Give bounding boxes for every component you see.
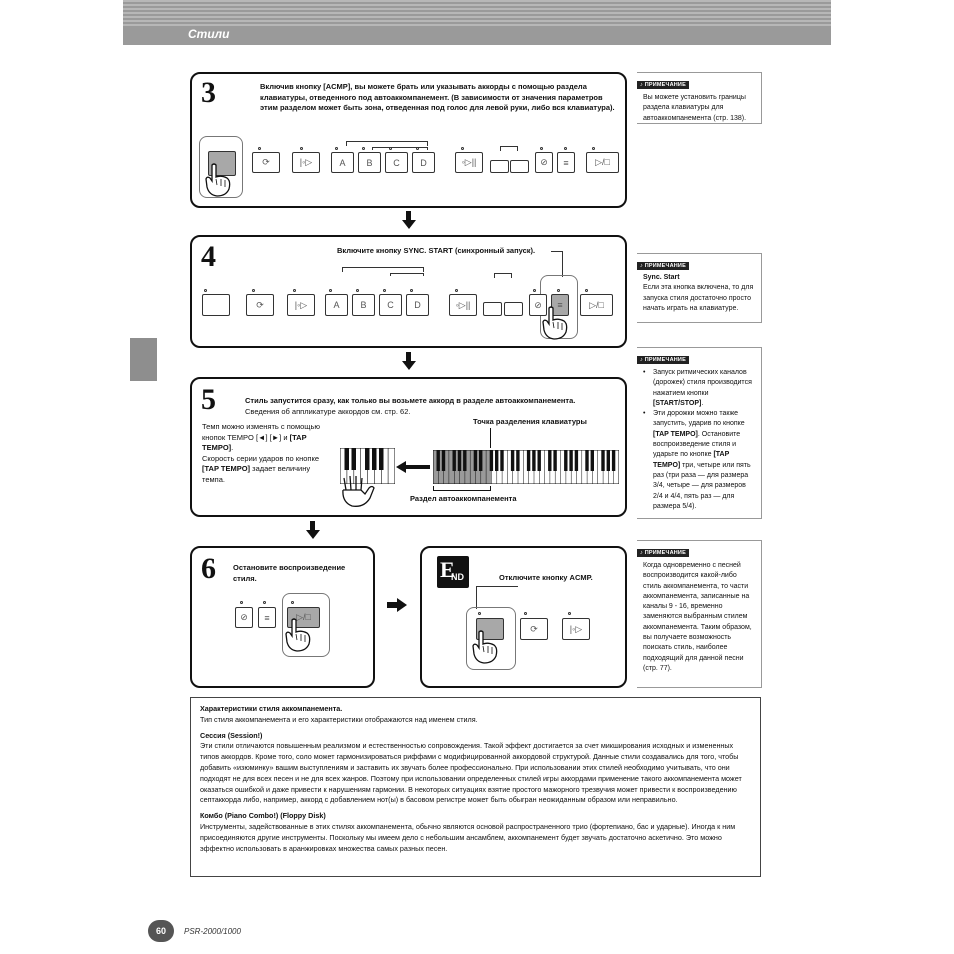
sync-stop-button[interactable]: ⊘	[535, 152, 553, 173]
led	[410, 289, 413, 292]
main-b-button[interactable]: B	[358, 152, 381, 173]
main-b-button[interactable]: B	[352, 294, 375, 316]
header-stripes	[123, 0, 831, 26]
leader-line	[476, 586, 518, 609]
pointing-hand-icon	[283, 618, 313, 657]
info-heading: Сессия (Session!)	[200, 730, 263, 740]
led	[564, 147, 567, 150]
start-stop-button[interactable]: ▷/□	[580, 294, 613, 316]
big-keyboard	[433, 450, 619, 489]
tempo-note: Темп можно изменять с помощью кнопок TEMPO [◄] [►] и [TAP TEMPO]. Скорость серии ударов по кнопке [TAP TEMPO] задает величину темпа.	[202, 422, 320, 484]
note-icon: ♪	[640, 82, 643, 88]
tempo-down-button[interactable]	[483, 302, 502, 316]
led	[533, 289, 536, 292]
led	[383, 289, 386, 292]
step-5-number: 5	[201, 383, 216, 416]
end-icon: E ND	[437, 556, 469, 588]
note-icon: ♪	[640, 263, 643, 269]
end-text: Отключите кнопку ACMP.	[499, 573, 593, 582]
bracket	[390, 273, 424, 276]
arrow-down	[402, 361, 416, 370]
note-2	[637, 253, 762, 323]
leader-line	[551, 251, 563, 277]
start-stop-button[interactable]: ▷/□	[586, 152, 619, 173]
led	[293, 289, 296, 292]
intro-button[interactable]: ⟳	[246, 294, 274, 316]
led	[335, 147, 338, 150]
note-icon: ♪	[640, 357, 643, 363]
ending-button[interactable]: ◦▷||	[449, 294, 477, 316]
info-paragraph: Инструменты, задействованные в этих стилях аккомпанемента, обычно являются основой распространенного трио (фортепиано, бас и ударные). Иногда к ним присоединяются другие инструменты. Поскольку мы имеем дело с небольшим ансамблем, аккомпанемент будет звучать достаточно аскетично. Это можно эффектно использовать в аранжировках множества самых разных песен.	[200, 821, 736, 853]
arrow-down	[306, 530, 320, 539]
led	[240, 601, 243, 604]
step-6-number: 6	[201, 552, 216, 585]
led	[585, 289, 588, 292]
note-3	[637, 347, 762, 519]
note-icon: ♪	[640, 550, 643, 556]
led	[389, 147, 392, 150]
tempo-up-button[interactable]	[510, 160, 529, 173]
pointing-hand-icon	[470, 630, 500, 669]
main-c-button[interactable]: C	[379, 294, 402, 316]
step-5-subtext: Сведения об аппликатуре аккордов см. стр. 62.	[245, 407, 411, 416]
sync-start-button[interactable]: ≡	[557, 152, 575, 173]
note-4-text: Когда одновременно с песней воспроизводится какой-либо стиль аккомпанемента, то части аккомпанемента, записанные на каналы 9 - 16, временно заменяются выбранным стилем аккомпанемента. Таким образом, вы получаете возможность поискать стиль, наиболее подходящий для данной песни (стр. 77).	[643, 562, 752, 672]
led	[204, 289, 207, 292]
step-4-number: 4	[201, 240, 216, 273]
step-3-text: Включив кнопку [ACMP], вы можете брать или указывать аккорды с помощью раздела клавиатуры, отведенного под автоаккомпанемент. (В зависимости от значения параметров этим разделом может быть зона, отведенная под голос для левой руки, либо вся клавиатура).	[260, 82, 615, 112]
led	[362, 147, 365, 150]
arrow-down	[406, 352, 411, 361]
bracket	[346, 141, 428, 146]
side-tab	[130, 338, 157, 381]
playing-hand-icon	[340, 476, 376, 513]
led	[540, 147, 543, 150]
main-a-button[interactable]: A	[325, 294, 348, 316]
page-number: 60	[148, 920, 174, 942]
arrow-down	[402, 220, 416, 229]
acmp-section-bracket	[433, 486, 491, 491]
tempo-down-button[interactable]	[490, 160, 509, 173]
info-heading: Характеристики стиля аккомпанемента.	[200, 704, 343, 713]
step-6-text: Остановите воспроизведение стиля.	[233, 563, 346, 583]
fill-in-button[interactable]: |◦▷	[292, 152, 320, 173]
led	[300, 147, 303, 150]
main-c-button[interactable]: C	[385, 152, 408, 173]
sync-start-button[interactable]: ≡	[258, 607, 276, 628]
split-point-label: Точка разделения клавиатуры	[473, 417, 587, 426]
led	[291, 601, 294, 604]
info-paragraph: Тип стиля аккомпанемента и его характеристики отображаются над именем стиля.	[200, 714, 478, 724]
ending-button[interactable]: ◦▷||	[455, 152, 483, 173]
main-a-button[interactable]: A	[331, 152, 354, 173]
main-d-button[interactable]: D	[412, 152, 435, 173]
note-2-title: Sync. Start	[643, 274, 680, 281]
main-d-button[interactable]: D	[406, 294, 429, 316]
fill-in-button[interactable]: |◦▷	[562, 618, 590, 640]
page-title: Стили	[188, 27, 230, 41]
intro-button[interactable]: ⟳	[252, 152, 280, 173]
led	[258, 147, 261, 150]
tempo-down-icon: ◄	[258, 432, 266, 442]
acmp-section-label: Раздел автоаккомпанемента	[410, 494, 517, 503]
led	[329, 289, 332, 292]
note-1-text: Вы можете установить границы раздела клавиатуры для автоаккомпанемента (стр. 138).	[643, 94, 747, 122]
tempo-up-icon: ►	[271, 432, 280, 442]
step-4-text: Включите кнопку SYNC. START (синхронный запуск).	[337, 246, 536, 255]
led	[557, 289, 560, 292]
pointing-hand-icon	[540, 306, 570, 345]
led	[478, 612, 481, 615]
note-tag: ♪ ПРИМЕЧАНИЕ	[637, 81, 689, 89]
led	[252, 289, 255, 292]
note-1	[637, 72, 762, 124]
note-tag: ♪ ПРИМЕЧАНИЕ	[637, 262, 689, 270]
fill-in-button[interactable]: |◦▷	[287, 294, 315, 316]
led	[263, 601, 266, 604]
bracket	[500, 146, 518, 151]
led	[356, 289, 359, 292]
intro-button[interactable]: ⟳	[520, 618, 548, 640]
acmp-button[interactable]	[202, 294, 230, 316]
info-box	[190, 697, 761, 877]
led	[568, 612, 571, 615]
sync-stop-button[interactable]: ⊘	[529, 294, 547, 316]
tempo-up-button[interactable]	[504, 302, 523, 316]
bracket	[494, 273, 512, 278]
note-tag: ♪ ПРИМЕЧАНИЕ	[637, 549, 689, 557]
note-2-text: Если эта кнопка включена, то для запуска стиля достаточно просто начать играть на клавиатуре.	[643, 284, 754, 312]
info-heading: Комбо (Piano Combo!) (Floppy Disk)	[200, 811, 326, 821]
led	[461, 147, 464, 150]
info-paragraph: Эти стили отличаются повышенным реализмом и естественностью сопровождения. Такой эффект достигается за счет микширования исходных и измененных типов аккордов. Кроме того, соло может гармонизироваться риффами с модифицированной аккордовой структурой. Данные стили создавались для того, чтобы добавить «изюминку» вашим выступлениям и заставить их звучать более профессионально. При использовании этих стилей необходимо учитывать, что они подходят не для всех песен и не для всех жанров. Поэтому при использовании определенных стилей игры аккордами применение такого аккомпанемента может оказаться ошибкой и даже привести к нарушениям гармонии. В некоторых ситуациях взятие простого мажорного трезвучия может привести к воспроизведению септаккорда либо, например, аккорд с добавлением нот(ы) в басовом регистре может быть обыгран неожиданным образом или неправильно.	[200, 741, 742, 805]
left-arrow-icon	[396, 460, 430, 478]
note-tag: ♪ ПРИМЕЧАНИЕ	[637, 356, 689, 364]
bracket	[372, 147, 428, 150]
led	[416, 147, 419, 150]
led	[455, 289, 458, 292]
split-point-line	[490, 428, 491, 448]
arrow-down	[310, 521, 315, 530]
led	[592, 147, 595, 150]
note-4	[637, 540, 762, 688]
start-stop-button[interactable]: ▷/□	[287, 607, 320, 628]
note-3-item: • Запуск ритмических каналов (дорожек) стиля производится нажатием кнопки [START/STOP].	[643, 369, 752, 407]
right-arrow-icon	[387, 598, 407, 617]
pointing-hand-icon	[203, 163, 233, 202]
step-5-text: Стиль запустится сразу, как только вы возьмете аккорд в разделе автоаккомпанемента.	[245, 396, 576, 405]
arrow-down	[406, 211, 411, 220]
led	[524, 612, 527, 615]
note-3-item: • Эти дорожки можно также запустить, ударив по кнопке [TAP TEMPO]. Остановите воспроизведение стиля и ударьте по кнопке [TAP TEMPO] три, четыре или пять раз (три раза — для размера 3/4, четыре — для размеров 2/4 и 4/4, пять раз — для размера 5/4).	[643, 410, 751, 510]
bracket	[342, 267, 424, 272]
footer-model: PSR-2000/1000	[184, 927, 241, 936]
step-3-number: 3	[201, 76, 216, 109]
sync-stop-button[interactable]: ⊘	[235, 607, 253, 628]
sync-start-button[interactable]: ≡	[551, 294, 569, 316]
